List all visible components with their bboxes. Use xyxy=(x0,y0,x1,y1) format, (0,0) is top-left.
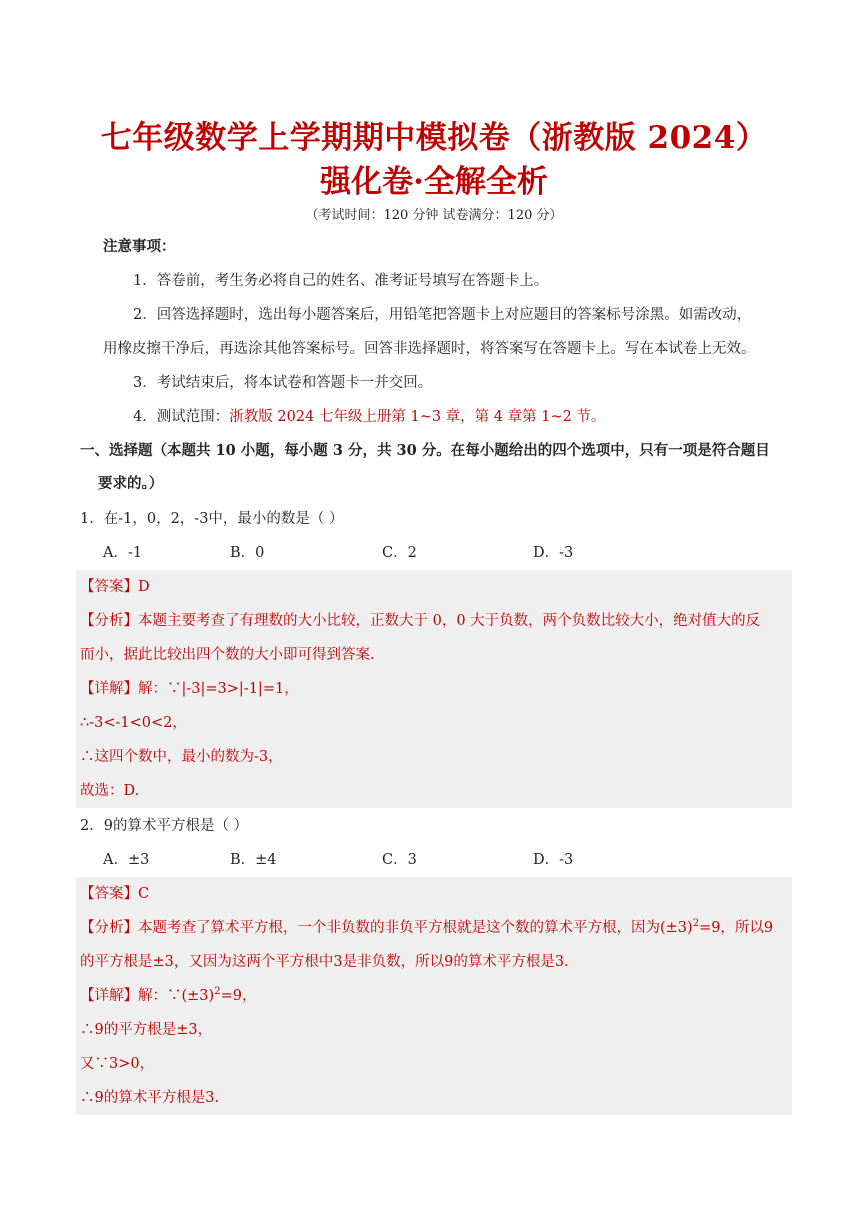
question-1-option-c: C．2 xyxy=(382,545,417,561)
question-2-detail-text-b: =9， xyxy=(220,988,257,1004)
question-1-detail-line-3: ∴这四个数中，最小的数为-3， xyxy=(80,749,283,765)
question-1-option-d: D．-3 xyxy=(533,545,574,561)
question-2-detail-line-3: 又∵3>0， xyxy=(80,1056,155,1072)
question-2-analysis-line-1 xyxy=(80,918,773,938)
question-1-detail-line-2: ∴-3<-1<0<2， xyxy=(80,715,187,731)
question-2-answer: 【答案】C xyxy=(80,886,150,902)
question-1-analysis-line-2: 而小，据此比较出四个数的大小即可得到答案. xyxy=(80,647,375,663)
notes-item-4 xyxy=(133,407,605,427)
question-2-analysis-exponent: 2 xyxy=(692,918,700,930)
exam-info: （考试时间：120 分钟 试卷满分：120 分） xyxy=(305,208,563,223)
notes-item-2-line-1: 2．回答选择题时，选出每小题答案后，用铅笔把答题卡上对应题目的答案标号涂黑。如需改动， xyxy=(133,307,752,323)
question-1-detail-line-4: 故选：D. xyxy=(80,783,140,799)
question-1-analysis-line-1: 【分析】本题主要考查了有理数的大小比较，正数大于 0，0 大于负数，两个负数比较大小，绝对值大的反 xyxy=(80,613,761,629)
question-1-detail-line-1: 【详解】解：∵|-3|=3>|-1|=1， xyxy=(80,681,299,697)
notes-heading: 注意事项： xyxy=(103,238,176,255)
question-2-detail-line-1 xyxy=(80,986,256,1006)
notes-item-1: 1．答卷前，考生务必将自己的姓名、准考证号填写在答题卡上。 xyxy=(133,273,549,289)
notes-item-3: 3．考试结束后，将本试卷和答题卡一并交回。 xyxy=(133,375,433,391)
question-2-analysis-text-b: =9，所以9 xyxy=(699,920,774,936)
section-heading-line-1: 一、选择题（本题共 10 小题，每小题 3 分，共 30 分。在每小题给出的四个选项中，只有一项是符合题目 xyxy=(80,442,770,459)
page-title: 七年级数学上学期期中模拟卷（浙教版 2024） xyxy=(100,120,768,156)
question-2-option-d: D．-3 xyxy=(533,852,574,868)
question-1-option-b: B．0 xyxy=(230,545,265,561)
question-2-option-c: C．3 xyxy=(382,852,417,868)
question-1-answer: 【答案】D xyxy=(80,579,150,595)
question-2-detail-line-4: ∴9的算术平方根是3. xyxy=(80,1090,220,1106)
question-2-detail-line-2: ∴9的平方根是±3， xyxy=(80,1022,213,1038)
page-subtitle: 强化卷·全解全析 xyxy=(320,164,548,200)
notes-item-2-line-2: 用橡皮擦干净后，再选涂其他答案标号。回答非选择题时，将答案写在答题卡上。写在本试卷上无效。 xyxy=(103,341,756,357)
question-2-analysis-text-a: 【分析】本题考查了算术平方根，一个非负数的非负平方根就是这个数的算术平方根，因为(±3) xyxy=(80,920,693,936)
notes-item-4-prefix: 4．测试范围： xyxy=(133,409,230,425)
section-heading-line-2: 要求的。） xyxy=(98,475,164,492)
question-2-stem: 2．9的算术平方根是（ ） xyxy=(80,818,249,834)
question-2-analysis-line-2: 的平方根是±3，又因为这两个平方根中3是非负数，所以9的算术平方根是3. xyxy=(80,954,569,970)
question-2-detail-exponent: 2 xyxy=(214,986,221,998)
notes-item-4-scope: 浙教版 2024 七年级上册第 1~3 章，第 4 章第 1~2 节。 xyxy=(229,409,606,425)
question-2-option-a: A．±3 xyxy=(103,852,150,868)
question-2-detail-text-a: 【详解】解：∵(±3) xyxy=(80,988,215,1004)
question-1-option-a: A．-1 xyxy=(103,545,143,561)
question-2-option-b: B．±4 xyxy=(230,852,277,868)
question-1-stem: 1．在-1，0，2，-3中，最小的数是（ ） xyxy=(80,511,344,527)
